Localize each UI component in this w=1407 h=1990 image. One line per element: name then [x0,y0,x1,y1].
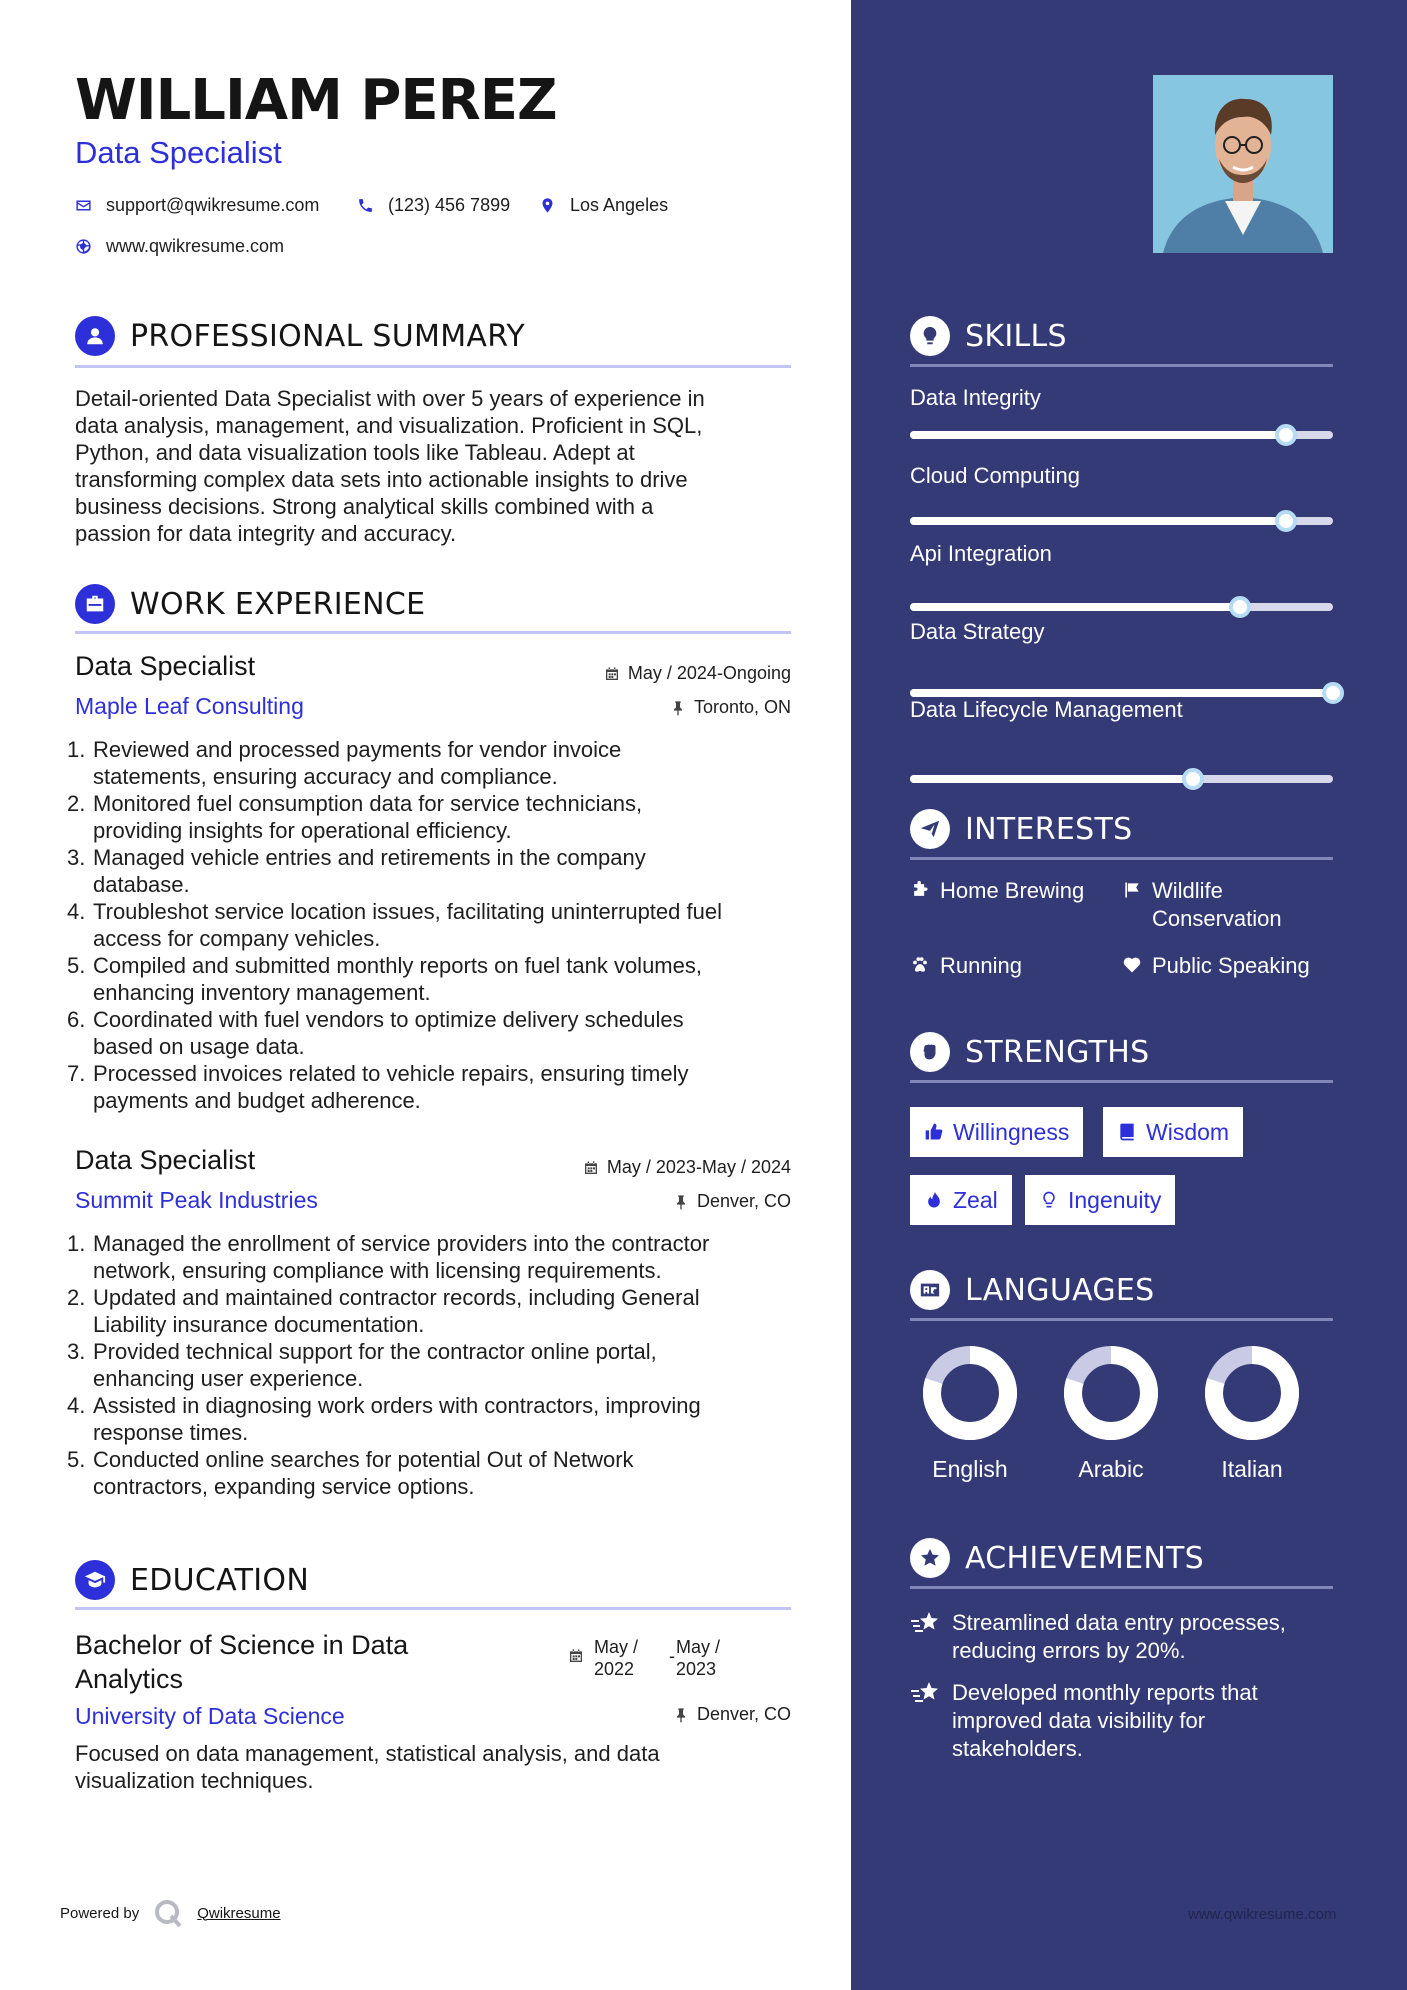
strengths-divider [910,1080,1333,1083]
heartbeat-icon [1122,955,1142,975]
education-heading [75,1560,309,1600]
education-location-text: Denver, CO [696,1704,791,1724]
duty-item: Troubleshot service location issues, facilitating uninterrupted fuel access for company vehicles. [93,899,722,951]
skill-label: Data Lifecycle Management [910,697,1183,722]
language-label: Italian [1221,1456,1283,1482]
job-2-dates-text: May / 2023-May / 2024 [606,1157,791,1177]
skills-title: SKILLS [965,318,1067,354]
skill-bar-fill [910,603,1240,611]
education-title: EDUCATION [130,1562,310,1598]
summary-line: transforming complex data sets into actionable insights to drive [75,467,688,492]
skill-bar-fill [910,517,1286,525]
email-text: support@qwikresume.com [106,195,320,215]
footer-website[interactable]: www.qwikresume.com [1188,1906,1337,1923]
education-divider [75,1607,791,1610]
qwikresume-link[interactable]: Qwikresume [197,1904,281,1922]
school-name: University of Data Science [75,1703,345,1729]
strength-tag: Zeal [910,1175,1012,1225]
job-1-dates [520,663,791,684]
languages-divider [910,1318,1333,1321]
qwikresume-logo-icon [153,1898,183,1928]
interests-title: INTERESTS [965,811,1133,847]
language-donut [1056,1343,1166,1443]
job-2-dates [520,1157,791,1178]
achievement-item: Streamlined data entry processes, reducing errors by 20%. [910,1609,1340,1665]
duty-item: Monitored fuel consumption data for service technicians, providing insights for operational efficiency. [93,791,643,843]
interest-item: Wildlife Conservation [1122,877,1282,933]
map-pin-icon [539,197,556,214]
duty-item: Provided technical support for the contractor online portal, enhancing user experience. [93,1339,657,1391]
degree-title [75,1628,475,1696]
skill-bar [910,517,1333,525]
duty-item: Compiled and submitted monthly reports on fuel tank volumes, enhancing inventory management. [93,953,702,1005]
achievements-divider [910,1586,1333,1589]
education-start: May / 2022 [594,1637,639,1679]
pushpin-icon [670,700,686,716]
summary-line: business decisions. Strong analytical skills combined with a [75,494,654,519]
summary-text [75,385,815,547]
location-text: Los Angeles [570,195,669,215]
job-1-location [520,697,791,718]
job-1-title: Data Specialist [75,651,256,681]
duty-item: Coordinated with fuel vendors to optimize delivery schedules based on usage data. [93,1007,684,1059]
contact-location [539,195,668,216]
summary-line: passion for data integrity and accuracy. [75,521,457,546]
job-2-location-text: Denver, CO [696,1191,791,1211]
degree-line: Bachelor of Science in Data [75,1630,409,1660]
skill-bar [910,775,1333,783]
language-donut [915,1343,1025,1443]
skill-bar-fill [910,689,1333,697]
achievements-title: ACHIEVEMENTS [965,1540,1205,1576]
star-badge-icon [910,1538,950,1578]
website-text: www.qwikresume.com [106,236,285,256]
language-label: English [932,1456,1008,1482]
language-donut [1197,1343,1307,1443]
thumbs-up-icon [924,1122,944,1142]
skill-label: Cloud Computing [910,463,1080,488]
education-end: - May / 2023 [669,1637,721,1679]
strength-tag: Wisdom [1103,1107,1243,1157]
powered-by [60,1898,281,1928]
calendar-icon [583,1160,599,1176]
globe-icon [75,238,92,255]
skills-heading [910,316,1067,356]
job-1-dates-text: May / 2024-Ongoing [627,663,791,683]
book-icon [1117,1122,1137,1142]
summary-line: Python, and data visualization tools like Tableau. Adept at [75,440,635,465]
skill-label: Data Strategy [910,619,1045,644]
graduate-icon [75,1560,115,1600]
calendar-icon [604,666,620,682]
job-2-duties [75,1230,805,1500]
puzzle-icon [910,880,930,900]
interest-item: Home Brewing [910,877,1084,905]
profile-photo [1153,75,1333,253]
duty-item: Reviewed and processed payments for vendor invoice statements, ensuring accuracy and compliance. [93,737,622,789]
skill-bar-fill [910,775,1193,783]
paper-plane-icon [910,809,950,849]
candidate-name: WILLIAM PEREZ [75,68,557,133]
summary-line: Detail-oriented Data Specialist with over 5 years of experience in [75,386,705,411]
phone-icon [357,197,374,214]
skill-bar [910,431,1333,439]
skill-bar-knob [1322,682,1344,704]
interest-item: Running [910,952,1022,980]
skill-bar [910,689,1333,697]
language-item [1197,1343,1307,1483]
summary-divider [75,365,791,368]
calendar-icon [568,1648,584,1664]
duty-item: Managed the enrollment of service providers into the contractor network, ensuring compliance with licensing requirements. [93,1231,710,1283]
experience-divider [75,631,791,634]
flag-icon [1122,880,1142,900]
summary-title: PROFESSIONAL SUMMARY [130,318,526,354]
translate-icon [910,1270,950,1310]
job-2-company: Summit Peak Industries [75,1187,318,1213]
phone-text: (123) 456 7899 [388,195,511,215]
interest-item: Public Speaking [1122,952,1310,980]
job-2-title: Data Specialist [75,1145,256,1175]
achievement-item: Developed monthly reports that improved data visibility for stakeholders. [910,1679,1340,1763]
paw-icon [910,955,930,975]
skill-bar-knob [1229,596,1251,618]
flame-icon [924,1190,944,1210]
lightbulb-icon [910,316,950,356]
strength-tag: Ingenuity [1025,1175,1175,1225]
strength-tag: Willingness [910,1107,1083,1157]
language-item [915,1343,1025,1483]
education-location [520,1704,791,1725]
experience-title: WORK EXPERIENCE [130,586,426,622]
languages-title: LANGUAGES [965,1272,1155,1308]
language-label: Arabic [1078,1456,1144,1482]
envelope-icon [75,197,92,214]
duty-item: Updated and maintained contractor records, including General Liability insurance documentation. [93,1285,700,1337]
strengths-title: STRENGTHS [965,1034,1150,1070]
pushpin-icon [673,1194,689,1210]
achievements-heading [910,1538,1204,1578]
strengths-heading [910,1032,1149,1072]
skill-label: Api Integration [910,541,1052,566]
shooting-star-icon [910,1681,940,1707]
shooting-star-icon [910,1611,940,1637]
user-icon [75,316,115,356]
duty-item: Processed invoices related to vehicle repairs, ensuring timely payments and budget adherence. [93,1061,689,1113]
contact-email[interactable] [75,195,319,216]
duty-item: Managed vehicle entries and retirements in the company database. [93,845,646,897]
summary-heading [75,316,525,356]
briefcase-icon [75,584,115,624]
language-item [1056,1343,1166,1483]
experience-heading [75,584,425,624]
education-description: Focused on data management, statistical analysis, and data visualization techniques. [75,1741,660,1793]
powered-by-text: Powered by [60,1904,140,1922]
lightbulb-icon [1039,1190,1059,1210]
degree-line: Analytics [75,1664,184,1694]
contact-website[interactable] [75,236,284,257]
skill-bar-fill [910,431,1286,439]
summary-line: data analysis, management, and visualization. Proficient in SQL, [75,413,703,438]
job-1-duties [75,736,805,1114]
job-title-headline: Data Specialist [75,135,282,170]
skill-bar [910,603,1333,611]
fist-icon [910,1032,950,1072]
duty-item: Assisted in diagnosing work orders with contractors, improving response times. [93,1393,701,1445]
job-1-location-text: Toronto, ON [693,697,791,717]
skill-label: Data Integrity [910,385,1041,410]
duty-item: Conducted online searches for potential Out of Network contractors, expanding service options. [93,1447,634,1499]
skills-divider [910,364,1333,367]
languages-heading [910,1270,1155,1310]
interests-divider [910,857,1333,860]
interests-heading [910,809,1132,849]
education-dates [568,1636,720,1680]
pushpin-icon [673,1707,689,1723]
job-2-location [520,1191,791,1212]
job-1-company: Maple Leaf Consulting [75,693,304,719]
contact-phone[interactable] [357,195,510,216]
